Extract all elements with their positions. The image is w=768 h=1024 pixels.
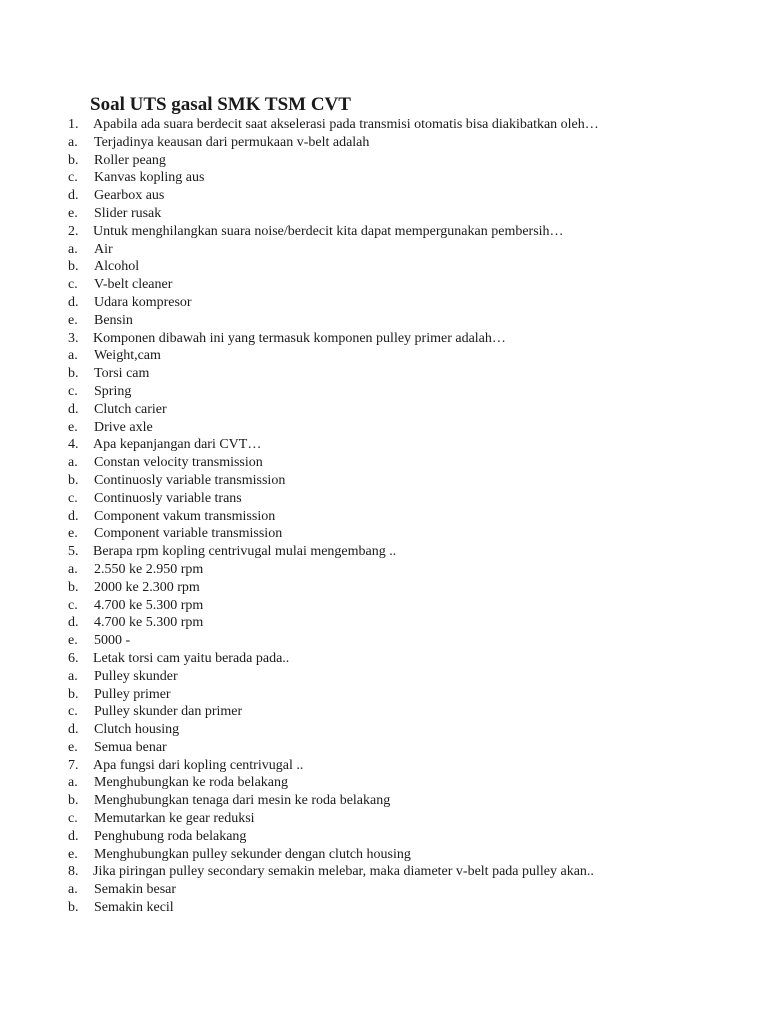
option-label: e. — [68, 739, 78, 755]
question-text: Letak torsi cam yaitu berada pada.. — [93, 650, 290, 666]
answer-option — [68, 205, 758, 223]
option-label: d. — [68, 828, 79, 844]
question-number: 2. — [68, 223, 79, 239]
answer-option — [68, 632, 758, 650]
option-label: a. — [68, 882, 78, 898]
option-label: d. — [68, 294, 79, 310]
answer-option — [68, 686, 758, 704]
question-text: Berapa rpm kopling centrivugal mulai mengembang .. — [93, 544, 397, 560]
question-2 — [68, 223, 758, 241]
option-label: a. — [68, 668, 78, 684]
question-text: Apabila ada suara berdecit saat akselerasi pada transmisi otomatis bisa diakibatkan oleh… — [93, 117, 599, 132]
option-label: a. — [68, 775, 78, 791]
option-text: V-belt cleaner — [94, 277, 173, 293]
question-3 — [68, 330, 758, 348]
option-text: Semua benar — [94, 739, 167, 755]
answer-option — [68, 828, 758, 846]
option-label: c. — [68, 490, 78, 506]
answer-option — [68, 258, 758, 276]
option-text: Constan velocity transmission — [94, 455, 263, 471]
option-label: e. — [68, 312, 78, 328]
option-text: Udara kompresor — [94, 294, 192, 310]
option-label: d. — [68, 615, 79, 631]
option-text: Menghubungkan pulley sekunder dengan clutch housing — [94, 846, 411, 862]
answer-option — [68, 294, 758, 312]
option-text: Menghubungkan ke roda belakang — [94, 775, 288, 791]
option-label: b. — [68, 900, 79, 916]
question-list — [68, 116, 758, 917]
option-text: Continuosly variable trans — [94, 490, 242, 506]
option-text: Drive axle — [94, 419, 153, 435]
answer-option — [68, 846, 758, 864]
question-7 — [68, 757, 758, 775]
option-text: Component variable transmission — [94, 526, 283, 542]
option-label: d. — [68, 722, 79, 738]
option-label: b. — [68, 686, 79, 702]
document-title: Soal UTS gasal SMK TSM CVT — [90, 94, 351, 115]
option-label: c. — [68, 597, 78, 613]
answer-option — [68, 899, 758, 917]
option-label: c. — [68, 811, 78, 827]
question-8 — [68, 863, 758, 881]
option-text: Semakin kecil — [94, 900, 174, 916]
option-label: e. — [68, 205, 78, 221]
answer-option — [68, 152, 758, 170]
question-number: 4. — [68, 437, 79, 453]
option-label: a. — [68, 134, 78, 150]
answer-option — [68, 454, 758, 472]
question-number: 1. — [68, 117, 79, 132]
question-6 — [68, 650, 758, 668]
answer-option — [68, 561, 758, 579]
option-text: 2.550 ke 2.950 rpm — [94, 561, 204, 577]
option-label: a. — [68, 241, 78, 257]
answer-option — [68, 668, 758, 686]
option-text: Continuosly variable transmission — [94, 472, 286, 488]
option-text: Alcohol — [94, 259, 140, 275]
answer-option — [68, 419, 758, 437]
question-text: Jika piringan pulley secondary semakin melebar, maka diameter v-belt pada pulley akan.. — [93, 864, 594, 880]
option-label: b. — [68, 472, 79, 488]
option-label: a. — [68, 561, 78, 577]
answer-option — [68, 383, 758, 401]
question-text: Komponen dibawah ini yang termasuk komponen pulley primer adalah… — [93, 330, 506, 346]
option-text: Clutch carier — [94, 401, 167, 417]
option-text: Memutarkan ke gear reduksi — [94, 811, 255, 827]
option-label: c. — [68, 170, 78, 186]
option-text: Semakin besar — [94, 882, 177, 898]
option-text: 4.700 ke 5.300 rpm — [94, 615, 204, 631]
option-label: a. — [68, 348, 78, 364]
option-label: b. — [68, 259, 79, 275]
option-text: Gearbox aus — [94, 188, 165, 204]
question-text: Untuk menghilangkan suara noise/berdecit kita dapat mempergunakan pembersih… — [93, 223, 564, 239]
option-label: c. — [68, 277, 78, 293]
answer-option — [68, 597, 758, 615]
answer-option — [68, 490, 758, 508]
answer-option — [68, 401, 758, 419]
option-text: Penghubung roda belakang — [94, 828, 247, 844]
option-label: b. — [68, 366, 79, 382]
option-text: Pulley primer — [94, 686, 171, 702]
answer-option — [68, 365, 758, 383]
option-label: d. — [68, 188, 79, 204]
option-text: 4.700 ke 5.300 rpm — [94, 597, 204, 613]
answer-option — [68, 134, 758, 152]
answer-option — [68, 703, 758, 721]
answer-option — [68, 525, 758, 543]
answer-option — [68, 508, 758, 526]
option-label: e. — [68, 633, 78, 649]
question-number: 7. — [68, 757, 79, 773]
answer-option — [68, 739, 758, 757]
answer-option — [68, 774, 758, 792]
question-text: Apa kepanjangan dari CVT… — [93, 437, 262, 453]
question-5 — [68, 543, 758, 561]
question-4 — [68, 436, 758, 454]
answer-option — [68, 169, 758, 187]
answer-option — [68, 792, 758, 810]
answer-option — [68, 472, 758, 490]
question-number: 3. — [68, 330, 79, 346]
option-text: Roller peang — [94, 152, 166, 168]
option-label: c. — [68, 383, 78, 399]
option-text: Clutch housing — [94, 722, 180, 738]
option-label: c. — [68, 704, 78, 720]
answer-option — [68, 347, 758, 365]
answer-option — [68, 579, 758, 597]
option-text: Air — [94, 241, 113, 257]
answer-option — [68, 187, 758, 205]
answer-option — [68, 721, 758, 739]
option-label: e. — [68, 419, 78, 435]
option-label: e. — [68, 846, 78, 862]
answer-option — [68, 312, 758, 330]
question-number: 5. — [68, 544, 79, 560]
answer-option — [68, 276, 758, 294]
option-label: d. — [68, 508, 79, 524]
answer-option — [68, 614, 758, 632]
option-label: e. — [68, 526, 78, 542]
option-text: Kanvas kopling aus — [94, 170, 205, 186]
option-text: Component vakum transmission — [94, 508, 276, 524]
question-number: 6. — [68, 650, 79, 666]
answer-option — [68, 881, 758, 899]
answer-option — [68, 810, 758, 828]
option-text: Torsi cam — [94, 366, 150, 382]
option-text: Slider rusak — [94, 205, 162, 221]
question-text: Apa fungsi dari kopling centrivugal .. — [93, 757, 304, 773]
option-label: a. — [68, 455, 78, 471]
option-text: Menghubungkan tenaga dari mesin ke roda belakang — [94, 793, 391, 809]
option-label: b. — [68, 793, 79, 809]
question-1 — [68, 116, 758, 134]
option-text: 5000 - — [94, 633, 131, 649]
option-text: Terjadinya keausan dari permukaan v-belt adalah — [94, 134, 370, 150]
option-label: b. — [68, 152, 79, 168]
option-text: Pulley skunder dan primer — [94, 704, 243, 720]
option-text: Bensin — [94, 312, 133, 328]
answer-option — [68, 241, 758, 259]
option-text: 2000 ke 2.300 rpm — [94, 579, 200, 595]
option-text: Spring — [94, 383, 132, 399]
option-label: b. — [68, 579, 79, 595]
option-label: d. — [68, 401, 79, 417]
question-number: 8. — [68, 864, 79, 880]
option-text: Weight,cam — [94, 348, 161, 364]
option-text: Pulley skunder — [94, 668, 178, 684]
